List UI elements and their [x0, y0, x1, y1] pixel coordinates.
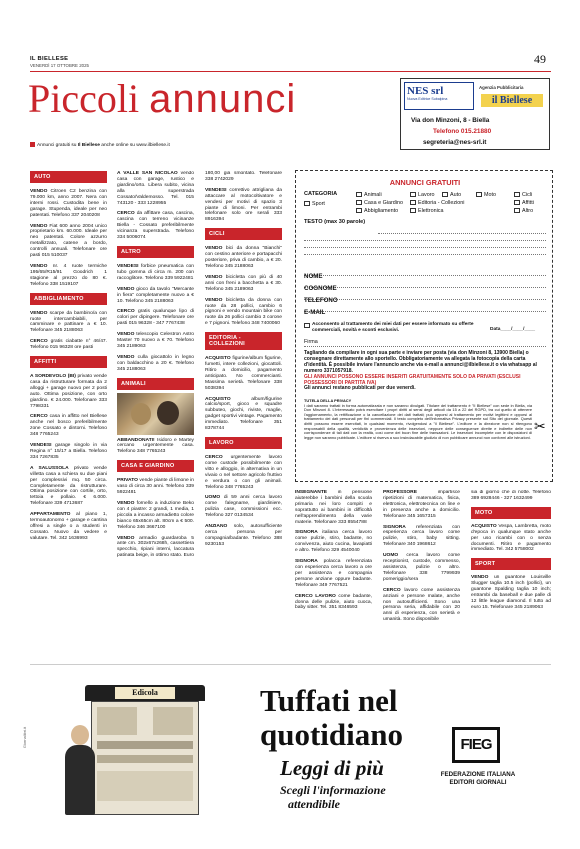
section-header: MOTO: [471, 507, 551, 519]
list-item: ACQUISTO album/figurine calcio/sport, gioco e squadre subbuteo, giochi, riviste, maglie, gadget sportivi vintage. Pagamento immediato. Telefonare 351 8378744: [205, 396, 282, 432]
fieg-name-2: EDITORI GIORNALI: [449, 779, 507, 786]
private-only-warning: GLI ANNUNCI POSSONO ESSERE INSERITI GRATUITAMENTE SOLO DA PRIVATI (ESCLUSI POSSESSORI DI PARTITA IVA): [304, 373, 521, 386]
nes-address: Via don Minzoni, 8 - Biella: [411, 117, 490, 124]
list-item: SIGNORA italiana cerca lavoro come pulizie, stiro, badante, no convivenza, aiuto cucina, lavapiatti e altro. Telefono 329 4540040: [295, 530, 372, 554]
category-option[interactable]: Animali: [356, 192, 382, 198]
paper-name: IL BIELLESE: [30, 56, 69, 62]
list-item: VENDO scarpe da bambino/a con ruote intercambiabili, per camminare e pattinare a € 10. Telefonare 345 2188063: [30, 310, 107, 334]
notice-brand: Il Biellese: [77, 142, 100, 148]
category-option[interactable]: Sport: [304, 201, 325, 207]
privacy-title: TUTELA DELLA PRIVACY: [304, 398, 352, 403]
page-title: [28, 77, 296, 121]
column-4: [295, 490, 372, 653]
checkbox[interactable]: [442, 192, 448, 197]
list-item: ACQUISTO Vespa, Lambretta, moto d'epoca in qualunque stato anche per uso ricambi con o senza documenti. Ritiro e pagamento immediato. Tel. 342 5758002: [471, 523, 551, 553]
section-header: CICLI: [205, 228, 282, 240]
checkbox[interactable]: [410, 192, 416, 197]
cat-photo: [117, 393, 194, 435]
category-option[interactable]: Editoria - Collezioni: [410, 200, 464, 206]
list-item: CERCO casa in affitto nel Biellese anche nel bosco preferibilmente zone Cossato e dintorni. Telefono 348 7765243: [30, 414, 107, 438]
list-item: VENDO nr. 4 ruote termiche 195/65/R15/91 Goodrich 1 stagione al prezzo do 80 €. Telefono 338 1519107: [30, 263, 107, 287]
banner-headline-1: Tuffati nel: [260, 683, 398, 718]
privacy-notice: [304, 399, 532, 440]
list-item: VENDO bici da donna "Bianchi" con cestino anteriore e portapacchi posteriore, priva di cambio, a € 20. Telefono 345 2188063: [205, 246, 282, 269]
section-header: SPORT: [471, 558, 551, 570]
category-label: CATEGORIA: [304, 191, 338, 197]
list-item: VENDO Citroen C2 benzina con 79.000 km, anno 2007. Nera con interni rossi. Custodita bene in garage. Stupenda, ideale per neo patentati. Telefono 337 2040208: [30, 189, 107, 218]
scissors-icon: ✂: [534, 418, 546, 434]
notice-post: anche online su www.ilbiellese.it: [99, 142, 170, 148]
issue-date: VENERDÌ 17 OTTOBRE 2025: [30, 63, 89, 68]
nes-email: segreteria@nes-srl.it: [423, 139, 487, 146]
kiosk-sign: Edicola: [115, 687, 175, 699]
list-item: ABBANDONATI! Isidoro e Martey cercano urgentemente casa. Telefono 348 7765243: [117, 437, 194, 455]
checkbox[interactable]: [514, 200, 520, 205]
list-item: VENDESI garage singolo in via Regina n° 15/17 a Biella. Telefono 334 7267835: [30, 443, 107, 460]
column-1: [30, 171, 107, 653]
notice-pre: Annunci gratuiti su: [37, 142, 78, 148]
checkbox[interactable]: [356, 192, 362, 197]
fieg-name-1: FEDERAZIONE ITALIANA: [440, 771, 516, 778]
privacy-text: I dati saranno trattati in forma automatizzata e non saranno divulgati. Titolare del trattamento è "Il Biellese" con sede in Biella, via Don Minzoni 8. L'interessato potrà esercitare i propri diritti ai sensi degli articoli da 15 a 22 del RGPD, tra cui quello di ottenere l'aggiornamento, la rettificazione o la cancellazione dei dati trattati; può opporsi al trattamento per motivi legittimi e opporsi al trattamento dei dati personali per fini commerciali. Il testo completo dell'informativa Privacy presente sul Sito del giornale. Questi diritti possono essere esercitati, in qualsiasi momento, rivolgendosi a "il Biellese". L'editore e la direzione non si ritengono responsabili della qualità, veridicità e provenienza delle inserzioni, neppure delle conseguenze dirette e indirette delle non corrispondenze di tali dati con la realtà, così come dei buon fine delle transazioni. Le inserzioni incomplete con le disposizioni di legge non saranno pubblicate. L'editore si riserva a suo insindacabile giudizio di non pubblicare annunci non conformi alle istruzioni.: [304, 402, 532, 440]
nes-logo-sub: Nuova Editrice Subalpina: [407, 97, 448, 101]
surname-field[interactable]: COGNOME: [304, 277, 546, 288]
publication-note: Gli annunci restano pubblicati per due venerdì.: [304, 385, 416, 392]
category-option[interactable]: Auto: [442, 192, 461, 198]
list-item: VENDO Fiat 600 anno 2004 unico proprietario km. 60.000. Ideale per neo patentati. Colore azzurro metallizzato, catene a bordo, controlli annuali. Telefonare ore pasti 015 510037: [30, 223, 107, 259]
list-item: UOMO cerca lavoro come receptionist, custode, commesso, assistenza, pulizie o altro. Telefonare 338 7799939 pomeriggio/sera: [383, 553, 460, 582]
category-option[interactable]: Lavoro: [410, 192, 434, 198]
category-option[interactable]: Moto: [476, 192, 496, 198]
list-item: 180,00 già smontato. Telefonare 338 2742029: [205, 171, 282, 182]
list-item: UOMO di 59 anni cerca lavoro come falegname, giardiniere, pulizia case, commissioni ecc. Telefono 327 0134534: [205, 495, 282, 519]
list-item: APPARTAMENTO al piano 1, termoautonomo + garage e cantina offresi a single o a studenti in Cossato. Nuovo da vedere e valutare. Tel. 342 1636993: [30, 512, 107, 541]
list-item: VENDESI forbice pneumatica con tubo gomma di circa m. 200 con raccoglitore. Telefono 339 5922481: [117, 263, 194, 281]
page-title-main: Piccoli: [28, 76, 140, 121]
list-item: CERCO urgentemente lavoro come custode possibilmente con vitto e alloggio, in alternativa in un vivaio o nel settore agricolo fruttivo e verdura o con gli animali. Telefono 348 7765243: [205, 455, 282, 490]
category-option[interactable]: Elettronica: [410, 208, 443, 214]
section-header: EDITORIA - COLLEZIONI: [205, 332, 282, 350]
date-field[interactable]: Data____/____/____: [490, 327, 536, 332]
page-title-light: annunci: [149, 77, 297, 121]
list-item: SIGNORA polacca referenziata con esperienza cerca lavoro a ore per assistenza e compagnia persone anziane oppure badante. Telefonare 349 7767521: [295, 559, 372, 588]
list-item: VENDO culla giocattolo in legno con baldacchino a 20 €. Telefono 345 2188063: [117, 354, 194, 372]
form-instructions: [304, 351, 548, 392]
side-credit: Giornalibri.it: [22, 726, 28, 749]
list-item: CERCO lavoro come assistenza anziani e persone malate, anche non autosufficienti. Sono una persona seria, affidabile con 20 anni di esperienza, con serietà e umanità. Sono disponibile: [383, 587, 460, 623]
list-item: SIGNORA referenziata con esperienza cerca lavoro come pulizie, stiro, baby sitting. Telefonare 340 1968612: [383, 524, 460, 548]
list-item: ANZIANO solo, autosufficiente cerca persona per compagnia/badante. Telefono 388 9230153: [205, 524, 282, 547]
nes-logo: NES srl: [407, 85, 444, 97]
consent-row[interactable]: [304, 322, 548, 333]
column-5: [383, 490, 460, 653]
section-header: AFFITTI: [30, 356, 107, 368]
checkbox[interactable]: [410, 200, 416, 205]
nes-brand: il Biellese: [481, 94, 543, 107]
list-item: PRIVATO vende piante di limone in vaso di circa 30 anni. Telefono 339 5922481: [117, 478, 194, 496]
form-title: ANNUNCI GRATUITI: [389, 178, 461, 187]
checkbox[interactable]: [356, 208, 362, 213]
list-item: CERCO da affittare casa, cascina, cascina con terreno vicinanze Biella - Cossato preferibilmente vicinanza superstrada. Telefono 334 5006074: [117, 211, 194, 241]
category-option[interactable]: Altro: [514, 208, 533, 214]
banner-tagline: Leggi di più: [280, 756, 384, 780]
column-3: [205, 171, 282, 653]
section-header: ALTRO: [117, 246, 194, 258]
checkbox[interactable]: [514, 192, 520, 197]
category-option[interactable]: Casa e Giardino: [356, 200, 403, 206]
list-item: VENDESI correttivo attrigliana da attaccare al motocoltivatore e vendesi per motivi di spazio 3 piante di limoni. Per entrambi telefonare solo ore serali 333 8916394: [205, 187, 282, 223]
section-header: ABBIGLIAMENTO: [30, 293, 107, 305]
testo-input[interactable]: [304, 227, 546, 255]
notice-line: [30, 142, 170, 148]
page-number: 49: [534, 52, 546, 66]
list-item: INSEGNANTE in pensione aiuterebbe i bambini della scuola primaria nei loro compiti e soprattutto ai bambini in difficoltà nell'apprendimento della varie materie. Telefonare 333 8554788: [295, 490, 372, 525]
red-square-icon: [30, 142, 35, 147]
nes-agency: Agenzia Pubblicitaria: [479, 85, 524, 90]
coupon-form: [295, 170, 553, 482]
category-option[interactable]: Abbigliamento: [356, 208, 398, 214]
list-item: VENDO armadio guardaroba 5 ante cm. 302x67x268h, cassettiera specchio, ripiani interni, laccatura patinata beige, in ottimo stato. Euro: [117, 535, 194, 559]
signature-field[interactable]: Firma: [304, 339, 546, 347]
list-item: PROFESSORE impartisce ripetizioni di matematica, fisica, elettronica, elettrotecnica on line e in presenza anche a domicilio. Telefonare 345 1657315: [383, 490, 460, 519]
list-item: A SALUSSOLA privato vende villetta casa a schiera su due piani per complessivi mq. 50 circa. Completamente da ristrutturare. Ottima posizione con cortile, orto, tettoia e pollaio. € 6.000. Telefonare 339 4713687: [30, 465, 107, 507]
checkbox[interactable]: [410, 208, 416, 213]
fieg-logo-text: FIEG: [460, 736, 492, 753]
consent-checkbox[interactable]: [304, 323, 310, 328]
list-item: sia di giorno che di notte. Telefono 389 6928446 - 327 1632499: [471, 490, 551, 501]
fieg-banner: [22, 664, 551, 824]
list-item: A VALLE SAN NICOLAO vendo casa con garage, rustico e giardino/orto. Libera subito, vicina alla superstrada Cossato/Valdemosso. Tel. 015 743120 - 333 1228955: [117, 171, 194, 206]
list-item: VENDO bicicletta con più di 40 anni con freni a bacchetta a € 30. Telefono 345 2189063: [205, 274, 282, 292]
fieg-logo: [452, 727, 500, 763]
instructions-text: Tagliando da compilare in ogni sua parte e inviare per posta (via don Minzoni 8, 13900 Biella) o consegnare direttamente allo sportello. Obbligatoriamente va allegata la fotocopia della carta d'identità. È possibile inviare l'annuncio anche via e-mail a annunci@ilbiellese.it o via whatsapp al numero 3371057918.: [304, 350, 537, 374]
checkbox[interactable]: [304, 201, 310, 206]
testo-label: TESTO (max 30 parole): [304, 219, 366, 225]
category-option[interactable]: Cicli: [514, 192, 532, 198]
list-item: CERCO gratis qualunque lipo di colori per dipingere. Telefonare ore pasti 015 96328 - 347 7767438: [117, 309, 194, 327]
banner-sub-2: attendibile: [288, 797, 340, 811]
column-6: [471, 490, 551, 653]
nes-ad-box: [400, 78, 550, 150]
list-item: VENDO fornello a induzione Beko con 4 piastre: 2 grandi, 1 media, 1 piccola a incasso armadietto colore bianco 65x65cm alt. 80cm a € 500. Telefono 346 3667100: [117, 501, 194, 530]
email-field[interactable]: E-MAIL: [304, 301, 546, 312]
checkbox[interactable]: [356, 200, 362, 205]
checkbox[interactable]: [476, 192, 482, 197]
section-header: ANIMALI: [117, 378, 194, 390]
kiosk-illustration: [85, 685, 205, 815]
phone-field[interactable]: TELEFONO: [304, 289, 546, 300]
column-2: [117, 171, 194, 653]
section-header: CASA E GIARDINO: [117, 460, 194, 472]
banner-sub-1: Scegli l'informazione: [280, 783, 386, 797]
list-item: VENDO un guantone Louisville Slugger taglia 10.5 inch (pollici), un guantone Spalding taglia 10 inch; entrambi da baseball e due palle di 12 little league diamond. Il tutto ad euro 15. Telefonare 345 2189063: [471, 575, 551, 610]
nes-phone: Telefono 015.21880: [433, 128, 492, 135]
category-option[interactable]: Affitti: [514, 200, 534, 206]
list-item: ACQUISTO figurine/album figurine, fumetti, intere collezioni, giocattoli. Ritiro a domicilio, pagamento anticipato. No commercianti. Massima serietà. Telefonare 338 5038394: [205, 356, 282, 391]
checkbox[interactable]: [514, 208, 520, 213]
list-item: CERCO LAVORO come badante, donna delle pulizie, aiuto cuoca, baby sitter. Tel. 351 8346593: [295, 593, 372, 611]
name-field[interactable]: NOME: [304, 265, 546, 276]
list-item: CERCO gratis ciabatte n° 46/47. Telefono 015 96328 ore pasti: [30, 339, 107, 351]
banner-headline-2: quotidiano: [260, 717, 404, 752]
section-header: AUTO: [30, 171, 107, 183]
nes-logo-box: [404, 82, 474, 110]
consent-text: Acconsento al trattamento dei miei dati per essere informato su offerte commerciali, novità e sconti esclusivi.: [312, 322, 474, 333]
list-item: VENDO bicicletta da donna con ruote da 28 pollici, cambio 6 pignoni e vendo mountain bike con ruote da 26 pollici cambio 3 corone e 7 pignoni. Telefono 348 7400060: [205, 297, 282, 327]
list-item: VENDO gioco da tavolo "Mercante in fiera" completamente nuovo a € 10. Telefono 345 2188063: [117, 286, 194, 304]
section-header: LAVORO: [205, 437, 282, 449]
list-item: A SORDEVOLO (BI) privato vende casa da ristrutturare formata da 2 alloggi + garage nuovo per 2 posti auto. Ottima posizione, con orto giardino. € 24.000. Telefonare 333 7798331: [30, 374, 107, 409]
list-item: VENDO telescopio Celestron Astro Master 70 nuovo a € 70. Telefono 345 2189063: [117, 332, 194, 349]
